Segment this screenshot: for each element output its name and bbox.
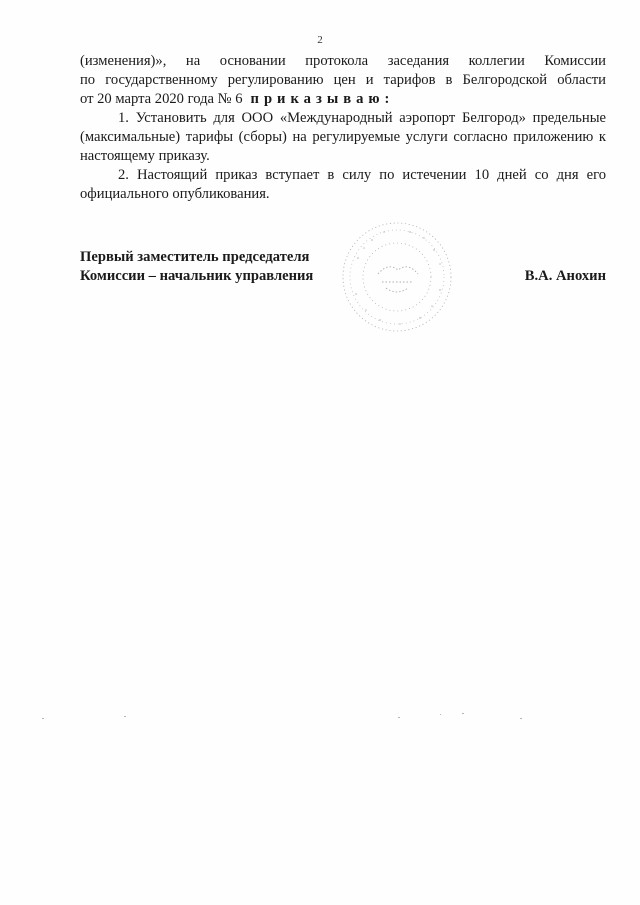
signer-name: В.А. Анохин (524, 268, 606, 284)
paragraph-item-2: 2. Настоящий приказ вступает в силу по истечении 10 дней со дня его официального опубликования. (80, 167, 606, 202)
page-number: 2 (317, 34, 323, 46)
protocol-reference: от 20 марта 2020 года № 6 (80, 91, 243, 107)
paragraph-item-1: 1. Установить для ООО «Международный аэропорт Белгород» предельные (максимальные) тарифы (сборы) на регулируемые услуги согласно приложению к настоящему приказу. (80, 110, 606, 164)
signer-position (80, 248, 313, 286)
signer-position-line-1: Первый заместитель председателя (80, 249, 310, 265)
document-body (80, 52, 606, 204)
paragraph-1-line-3 (80, 90, 606, 109)
paragraph-1-line-2: по государственному регулированию цен и тарифов в Белгородской области (80, 72, 606, 88)
order-word: приказываю: (250, 91, 395, 107)
paragraph-1-line-1: (изменения)», на основании протокола заседания коллегии Комиссии (80, 53, 606, 69)
signer-position-line-2: Комиссии – начальник управления (80, 268, 314, 284)
signature-block (80, 248, 606, 288)
